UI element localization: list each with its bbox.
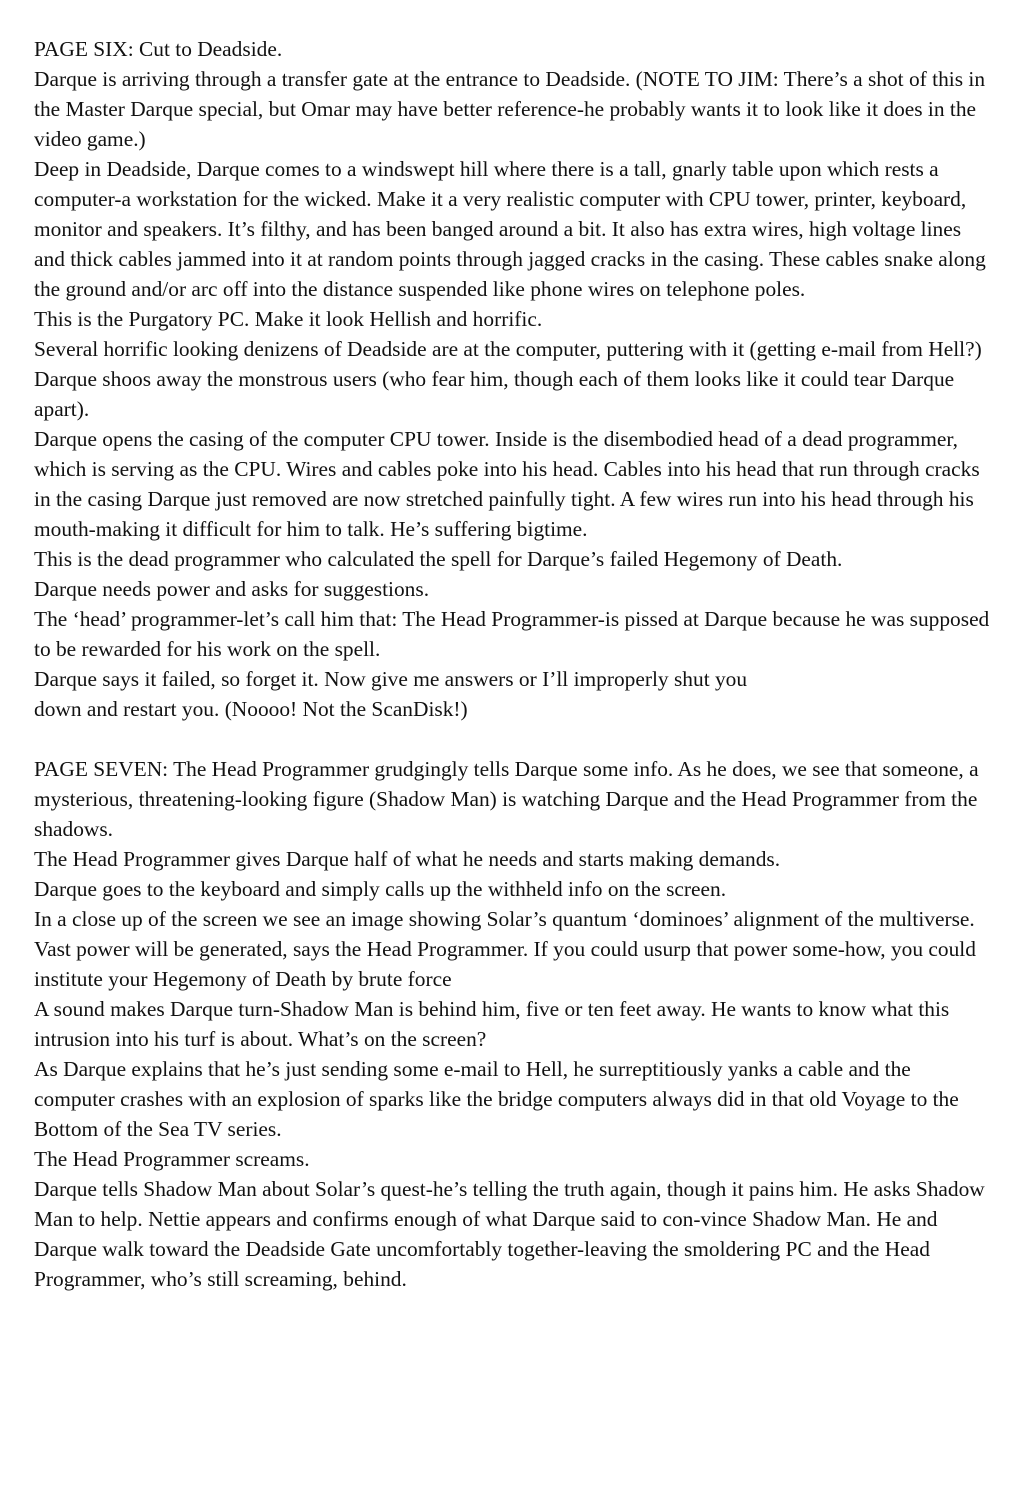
page-seven-heading: PAGE SEVEN: The Head Programmer grudgingly tells Darque some info. As he does, we see that someone, a mysterious, threatening-looking figure (Shadow Man) is watching Darque and the Head Programmer from the shadows. bbox=[34, 757, 979, 841]
paragraph: The ‘head’ programmer-let’s call him that: The Head Programmer-is pissed at Darque because he was supposed to be rewarded for his work on the spell. bbox=[34, 607, 990, 661]
paragraph: Vast power will be generated, says the Head Programmer. If you could usurp that power some-how, you could institute your Hegemony of Death by brute force bbox=[34, 937, 976, 991]
paragraph-line: down and restart you. (Noooo! Not the ScanDisk!) bbox=[34, 697, 468, 721]
paragraph: Deep in Deadside, Darque comes to a windswept hill where there is a tall, gnarly table upon which rests a computer-a workstation for the wicked. Make it a very realistic computer with CPU tower, printer, keyboard, monitor and speakers. It’s filthy, and has been banged around a bit. It also has extra wires, high voltage lines and thick cables jammed into it at random points through jagged cracks in the casing. These cables snake along the ground and/or arc off into the distance suspended like phone wires on telephone poles. bbox=[34, 157, 986, 301]
paragraph: In a close up of the screen we see an image showing Solar’s quantum ‘dominoes’ alignment of the multiverse. bbox=[34, 907, 975, 931]
section-divider bbox=[34, 724, 990, 754]
paragraph: Darque opens the casing of the computer CPU tower. Inside is the disembodied head of a dead programmer, which is serving as the CPU. Wires and cables poke into his head. Cables into his head that run through cracks in the casing Darque just removed are now stretched painfully tight. A few wires run into his head through his mouth-making it difficult for him to talk. He’s suffering bigtime. bbox=[34, 427, 980, 541]
paragraph: This is the Purgatory PC. Make it look Hellish and horrific. bbox=[34, 307, 543, 331]
paragraph: Several horrific looking denizens of Deadside are at the computer, puttering with it (getting e-mail from Hell?) bbox=[34, 337, 982, 361]
paragraph: Darque goes to the keyboard and simply calls up the withheld info on the screen. bbox=[34, 877, 727, 901]
page-six-section bbox=[34, 34, 990, 724]
paragraph: A sound makes Darque turn-Shadow Man is behind him, five or ten feet away. He wants to know what this intrusion into his turf is about. What’s on the screen? bbox=[34, 997, 950, 1051]
paragraph: The Head Programmer screams. bbox=[34, 1147, 310, 1171]
paragraph: Darque tells Shadow Man about Solar’s quest-he’s telling the truth again, though it pains him. He asks Shadow Man to help. Nettie appears and confirms enough of what Darque said to con-vince Shadow Man. He and Darque walk toward the Deadside Gate uncomfortably together-leaving the smoldering PC and the Head Programmer, who’s still screaming, behind. bbox=[34, 1177, 985, 1291]
script-page bbox=[34, 34, 990, 1294]
paragraph: The Head Programmer gives Darque half of what he needs and starts making demands. bbox=[34, 847, 781, 871]
paragraph: As Darque explains that he’s just sending some e-mail to Hell, he surreptitiously yanks a cable and the computer crashes with an explosion of sparks like the bridge computers always did in that old Voyage to the Bottom of the Sea TV series. bbox=[34, 1057, 959, 1141]
page-six-heading: PAGE SIX: Cut to Deadside. bbox=[34, 37, 283, 61]
paragraph: Darque needs power and asks for suggestions. bbox=[34, 577, 430, 601]
paragraph: Darque shoos away the monstrous users (who fear him, though each of them looks like it could tear Darque apart). bbox=[34, 367, 955, 421]
paragraph: This is the dead programmer who calculated the spell for Darque’s failed Hegemony of Death. bbox=[34, 547, 843, 571]
paragraph bbox=[34, 664, 990, 724]
paragraph-line: Darque says it failed, so forget it. Now give me answers or I’ll improperly shut you bbox=[34, 667, 748, 691]
paragraph: Darque is arriving through a transfer gate at the entrance to Deadside. (NOTE TO JIM: There’s a shot of this in the Master Darque special, but Omar may have better reference-he probably wants it to look like it does in the video game.) bbox=[34, 67, 986, 151]
page-seven-section bbox=[34, 754, 990, 1294]
